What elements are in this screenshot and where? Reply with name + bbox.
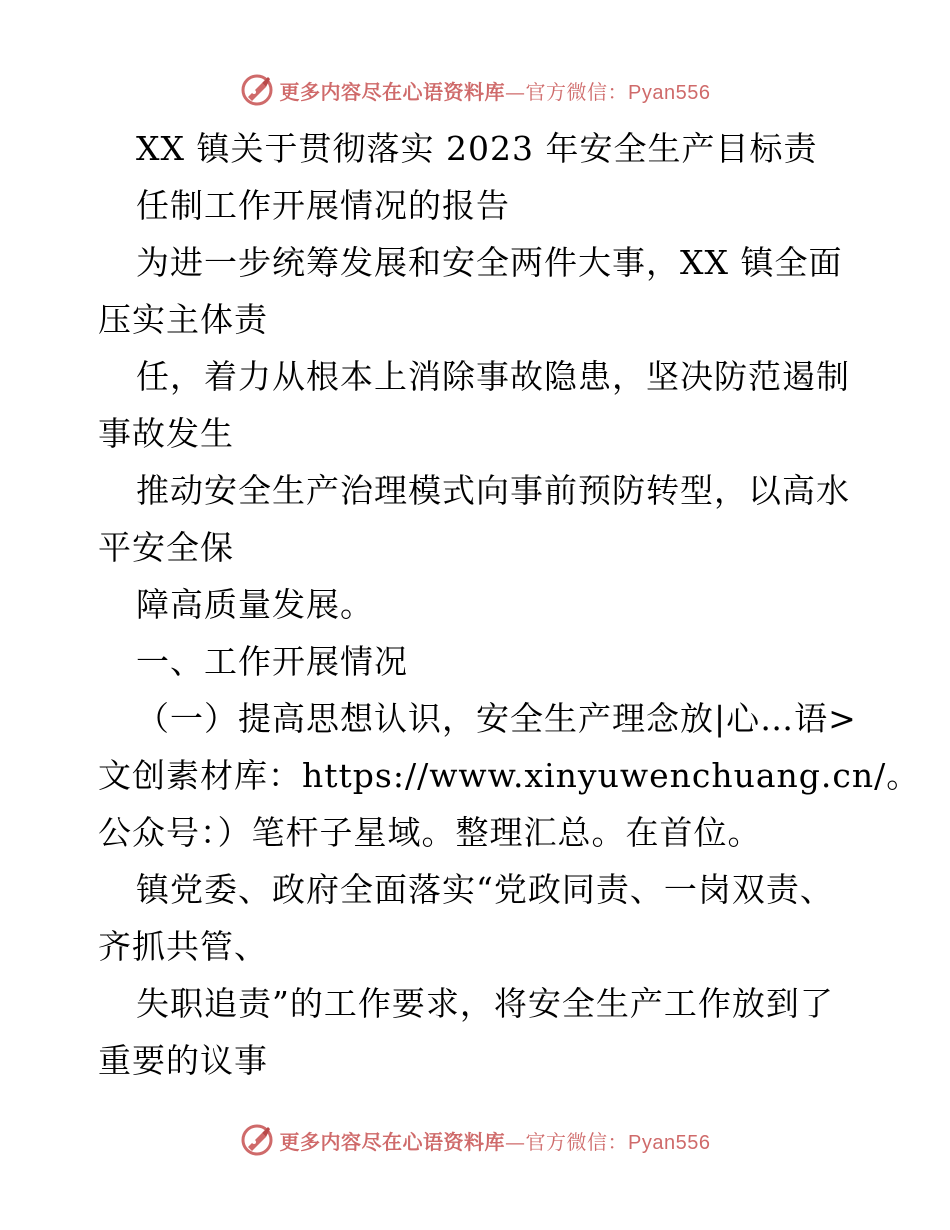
document-line: 事故发生 bbox=[98, 414, 234, 453]
document-line: XX 镇关于贯彻落实 2023 年安全生产目标责 bbox=[136, 129, 818, 168]
footer-banner-title: 更多内容尽在心语资料库 bbox=[279, 1129, 506, 1154]
document-line: 重要的议事 bbox=[98, 1041, 268, 1080]
document-lines bbox=[98, 120, 921, 1089]
document-line: 文创素材库：https://www.xinyuwenchuang.cn/。 bbox=[98, 756, 921, 795]
header-banner-separator: — bbox=[505, 79, 526, 104]
brand-logo-icon bbox=[240, 73, 274, 107]
document-line: 压实主体责 bbox=[98, 300, 268, 339]
document-line: 推动安全生产治理模式向事前预防转型，以高水 bbox=[136, 471, 850, 510]
document-line: 公众号：）笔杆子星域。整理汇总。在首位。 bbox=[98, 813, 762, 852]
document-line: 障高质量发展。 bbox=[136, 585, 374, 624]
brand-logo-icon bbox=[240, 1123, 274, 1157]
document-line: 平安全保 bbox=[98, 528, 234, 567]
header-banner-title: 更多内容尽在心语资料库 bbox=[279, 79, 506, 104]
footer-banner-text bbox=[280, 1126, 711, 1155]
header-banner-text bbox=[280, 76, 711, 105]
document-line: （一）提高思想认识，安全生产理念放|心…语> bbox=[136, 699, 857, 738]
document-line: 为进一步统筹发展和安全两件大事，XX 镇全面 bbox=[136, 243, 843, 282]
document-line: 一、工作开展情况 bbox=[136, 642, 408, 681]
footer-banner-wechat: 官方微信：Pyan556 bbox=[525, 1131, 711, 1154]
document-line: 任，着力从根本上消除事故隐患，坚决防范遏制 bbox=[136, 357, 850, 396]
document-line: 任制工作开展情况的报告 bbox=[136, 186, 510, 225]
document-line: 失职追责”的工作要求，将安全生产工作放到了 bbox=[136, 984, 834, 1023]
document-line: 镇党委、政府全面落实“党政同责、一岗双责、 bbox=[136, 870, 834, 909]
footer-banner bbox=[0, 1120, 950, 1160]
document-body bbox=[98, 120, 921, 1089]
document-line: 齐抓共管、 bbox=[98, 927, 268, 966]
header-banner bbox=[0, 70, 950, 110]
footer-banner-separator: — bbox=[505, 1129, 526, 1154]
header-banner-wechat: 官方微信：Pyan556 bbox=[525, 81, 711, 104]
